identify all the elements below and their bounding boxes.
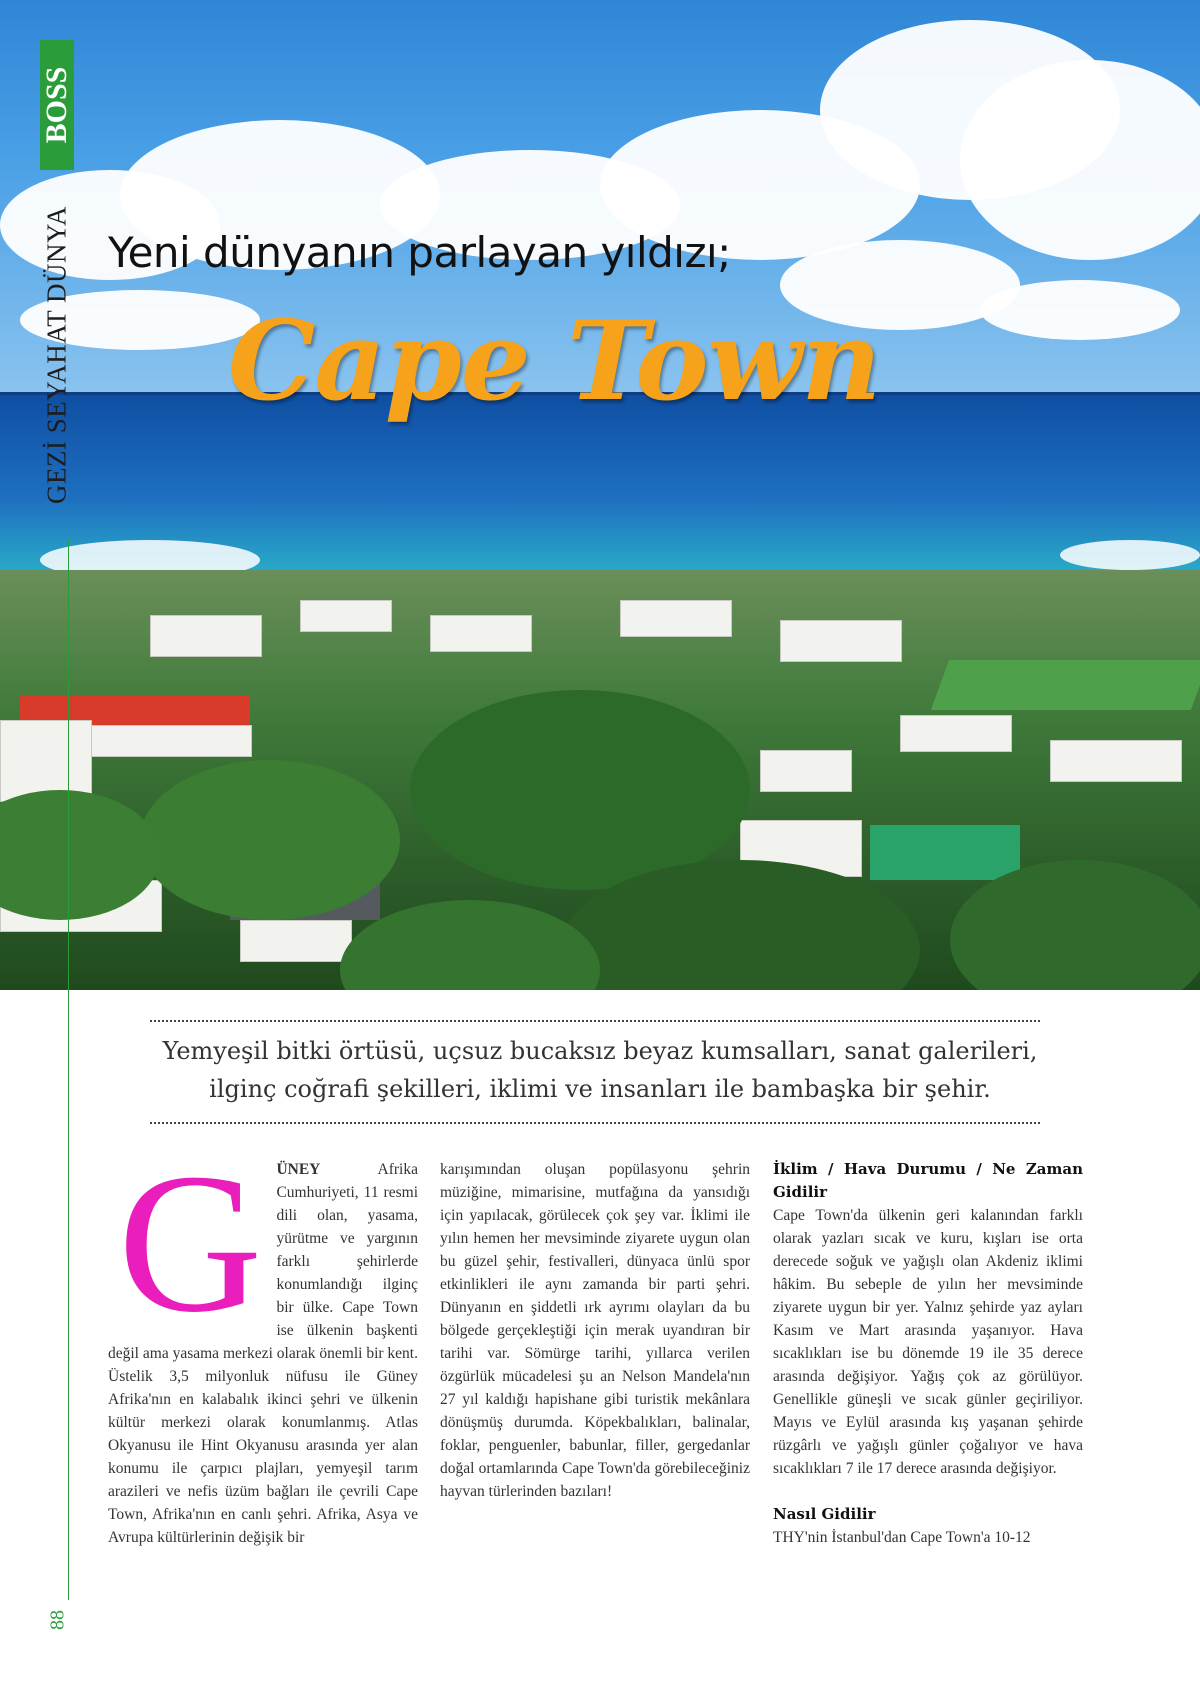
climate-text: Cape Town'da ülkenin geri kalanından farklı olarak yazları sıcak ve kuru, kışları ise orta derecede soğuk ve yağışlı olan Akdeniz iklimi hâkim. Bu sebeple de yılın her mevsiminde ziyarete uygun bir yer. Yalnız şehirde yaz ayları Kasım ve Mart arasında yaşanıyor. Hava sıcaklıkları ise bu dönemde 19 ile 35 derece arasında değişiyor. Yağış çok az görülüyor. Genellikle güneşli ve sıcak günler geçiriliyor. Mayıs ve Eylül arasında kış yaşanan şehirde rüzgârlı ve yağışlı günler çoğalıyor ve hava sıcaklıkları 7 ile 17 derece arasında değişiyor. <box>773 1207 1083 1477</box>
brand-label: BOSS <box>40 66 73 144</box>
column-1 <box>108 1133 418 1549</box>
drop-cap: G <box>118 1133 263 1354</box>
spine-divider <box>68 540 69 1600</box>
building <box>760 750 852 792</box>
sports-field <box>931 660 1200 710</box>
section-label-box <box>40 170 74 540</box>
dotted-rule-top <box>150 1020 1040 1022</box>
article-title: Cape Town <box>228 296 881 425</box>
body-text-col1: Afrika Cumhuriyeti, 11 resmi dili olan, yasama, yürütme ve yargının farklı şehirlerde konumlandığı ilginç bir ülke. Cape Town ise ülkenin başkenti değil ama yasama merkezi olarak önemli bir kent. Üstelik 3,5 milyonluk nüfusu ile Güney Afrika'nın en kalabalık ikinci şehri ve ülkenin kültür merkezi olarak konumlanmış. Atlas Okyanusu ile Hint Okyanusu arasında yer alan konumu ile çarpıcı plajları, yemyeşil tarım arazileri ve nefis üzüm bağları ile çevrili Cape Town, Afrika'nın en canlı şehri. Afrika, Asya ve Avrupa kültürlerinin değişik bir <box>108 1161 418 1546</box>
building <box>240 920 352 962</box>
building <box>300 600 392 632</box>
column-3 <box>773 1158 1083 1549</box>
surf-foam <box>1060 540 1200 570</box>
building <box>900 715 1012 752</box>
tree <box>410 690 750 890</box>
brand-tab <box>40 40 74 170</box>
page-number-box <box>38 1600 78 1640</box>
intro-standfirst <box>100 1032 1100 1108</box>
tennis-court <box>870 825 1020 880</box>
building <box>150 615 262 657</box>
dotted-rule-bottom <box>150 1122 1040 1124</box>
climate-heading: İklim / Hava Durumu / Ne Zaman Gidilir <box>773 1160 1083 1201</box>
article-subtitle: Yeni dünyanın parlayan yıldızı; <box>108 228 731 277</box>
building <box>620 600 732 637</box>
lead-word: ÜNEY <box>276 1161 321 1178</box>
intro-line-1: Yemyeşil bitki örtüsü, uçsuz bucaksız beyaz kumsalları, sanat galerileri, <box>162 1037 1038 1065</box>
travel-text: THY'nin İstanbul'dan Cape Town'a 10-12 <box>773 1529 1031 1546</box>
building <box>780 620 902 662</box>
building <box>1050 740 1182 782</box>
body-text-col2: karışımından oluşan popülasyonu şehrin müziğine, mimarisine, mutfağına da yansıdığı için yapılacak, görülecek çok şey var. İklimi ile yılın hemen her mevsiminde ziyarete uygun olan bu güzel şehir, festivalleri, dünyaca ünlü spor etkinlikleri ile aynı zamanda bir parti şehri. Dünyanın en şiddetli ırk ayrımı olayları da bu bölgede gerçekleştiği için merak uyandıran bir tarihi var. Sömürge tarihi, yıllarca verilen özgürlük mücadelesi şu an Nelson Mandela'nın 27 yıl kaldığı hapishane gibi turistik mekânlara dönüşmüş durumda. Köpekbalıkları, balinalar, foklar, penguenler, babunlar, filler, gergedanlar doğal ortamlarında Cape Town'da görebileceğiniz hayvan türlerinden bazıları! <box>440 1161 750 1500</box>
building <box>430 615 532 652</box>
travel-heading: Nasıl Gidilir <box>773 1505 876 1523</box>
spacer <box>773 1480 1083 1503</box>
intro-line-2: ilginç coğrafi şekilleri, iklimi ve insanları ile bambaşka bir şehir. <box>209 1075 991 1103</box>
section-label: GEZİ SEYAHAT DÜNYA <box>41 206 72 504</box>
column-2 <box>440 1158 750 1503</box>
page-number: 88 <box>46 1610 69 1630</box>
tree <box>140 760 400 920</box>
